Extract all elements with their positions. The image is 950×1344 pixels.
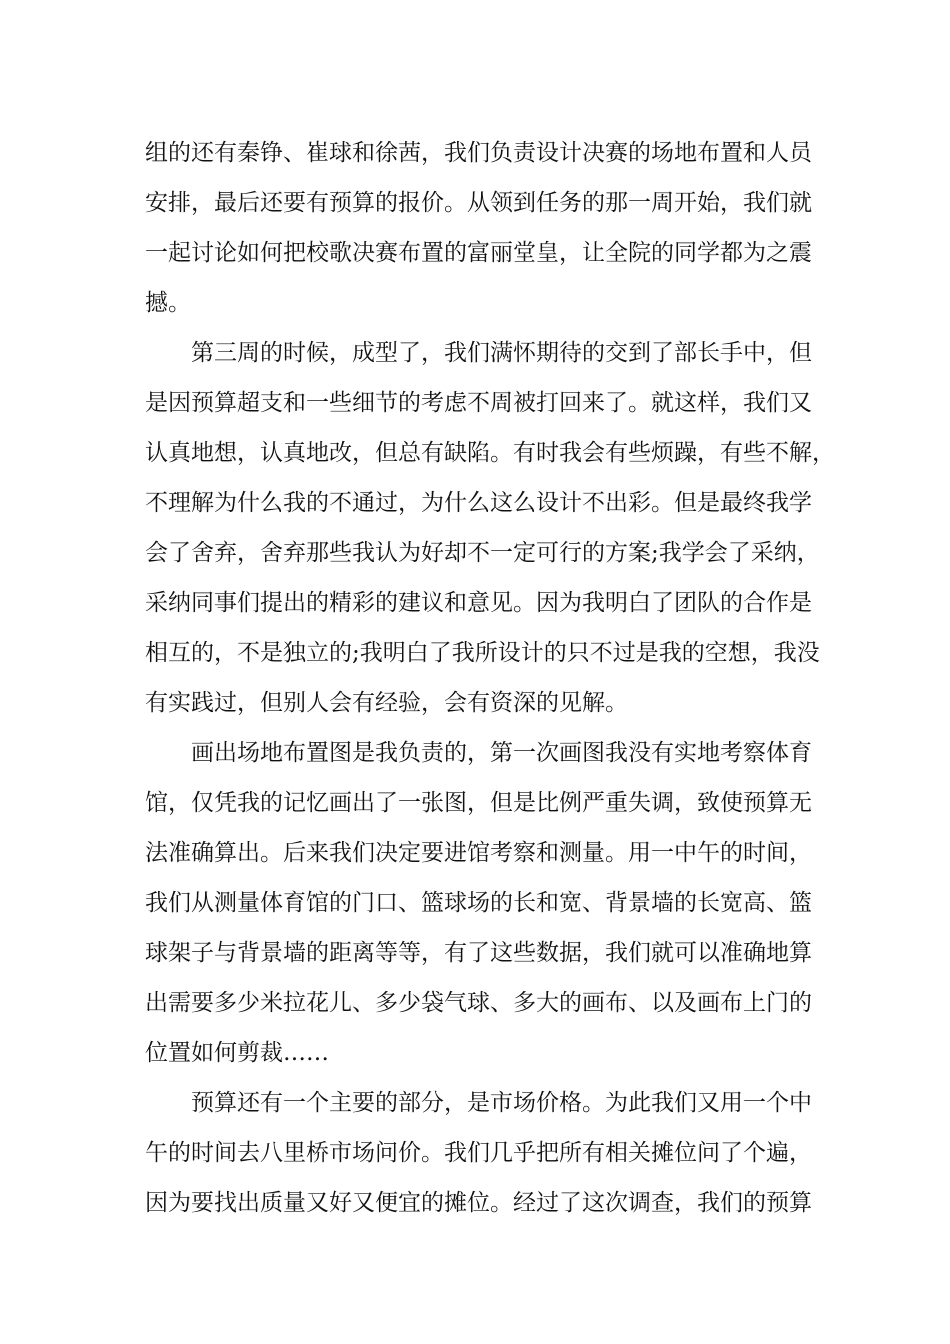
paragraph-4-line-2: 午的时间去八里桥市场问价。我们几乎把所有相关摊位问了个遍， — [145, 1140, 812, 1166]
paragraph-2-line-6: 采纳同事们提出的精彩的建议和意见。因为我明白了团队的合作是 — [145, 590, 812, 616]
paragraph-2-line-7: 相互的，不是独立的;我明白了我所设计的只不过是我的空想，我没 — [145, 640, 820, 666]
paragraph-3-line-7: 位置如何剪裁…… — [145, 1040, 329, 1066]
paragraph-3-line-5: 球架子与背景墙的距离等等，有了这些数据，我们就可以准确地算 — [145, 940, 812, 966]
paragraph-3-line-6: 出需要多少米拉花儿、多少袋气球、多大的画布、以及画布上门的 — [145, 990, 812, 1016]
paragraph-1-line-4: 撼。 — [145, 290, 191, 316]
paragraph-3-line-4: 我们从测量体育馆的门口、篮球场的长和宽、背景墙的长宽高、篮 — [145, 890, 812, 916]
paragraph-4-line-3: 因为要找出质量又好又便宜的摊位。经过了这次调查，我们的预算 — [145, 1190, 812, 1216]
paragraph-3-line-1: 画出场地布置图是我负责的，第一次画图我没有实地考察体育 — [191, 740, 812, 766]
paragraph-3-line-3: 法准确算出。后来我们决定要进馆考察和测量。用一中午的时间， — [145, 840, 812, 866]
paragraph-2-line-8: 有实践过，但别人会有经验，会有资深的见解。 — [145, 690, 628, 716]
paragraph-2-line-3: 认真地想，认真地改，但总有缺陷。有时我会有些烦躁，有些不解， — [145, 440, 835, 466]
paragraph-3-line-2: 馆，仅凭我的记忆画出了一张图，但是比例严重失调，致使预算无 — [145, 790, 812, 816]
paragraph-2-line-5: 会了舍弃，舍弃那些我认为好却不一定可行的方案;我学会了采纳， — [145, 540, 820, 566]
paragraph-2-line-2: 是因预算超支和一些细节的考虑不周被打回来了。就这样，我们又 — [145, 390, 812, 416]
paragraph-1-line-3: 一起讨论如何把校歌决赛布置的富丽堂皇，让全院的同学都为之震 — [145, 240, 812, 266]
paragraph-2-line-4: 不理解为什么我的不通过，为什么这么设计不出彩。但是最终我学 — [145, 490, 812, 516]
paragraph-1-line-2: 安排，最后还要有预算的报价。从领到任务的那一周开始，我们就 — [145, 190, 812, 216]
paragraph-2-line-1: 第三周的时候，成型了，我们满怀期待的交到了部长手中，但 — [191, 340, 812, 366]
paragraph-1-line-1: 组的还有秦铮、崔球和徐茜，我们负责设计决赛的场地布置和人员 — [145, 140, 812, 166]
paragraph-4-line-1: 预算还有一个主要的部分，是市场价格。为此我们又用一个中 — [191, 1090, 812, 1116]
